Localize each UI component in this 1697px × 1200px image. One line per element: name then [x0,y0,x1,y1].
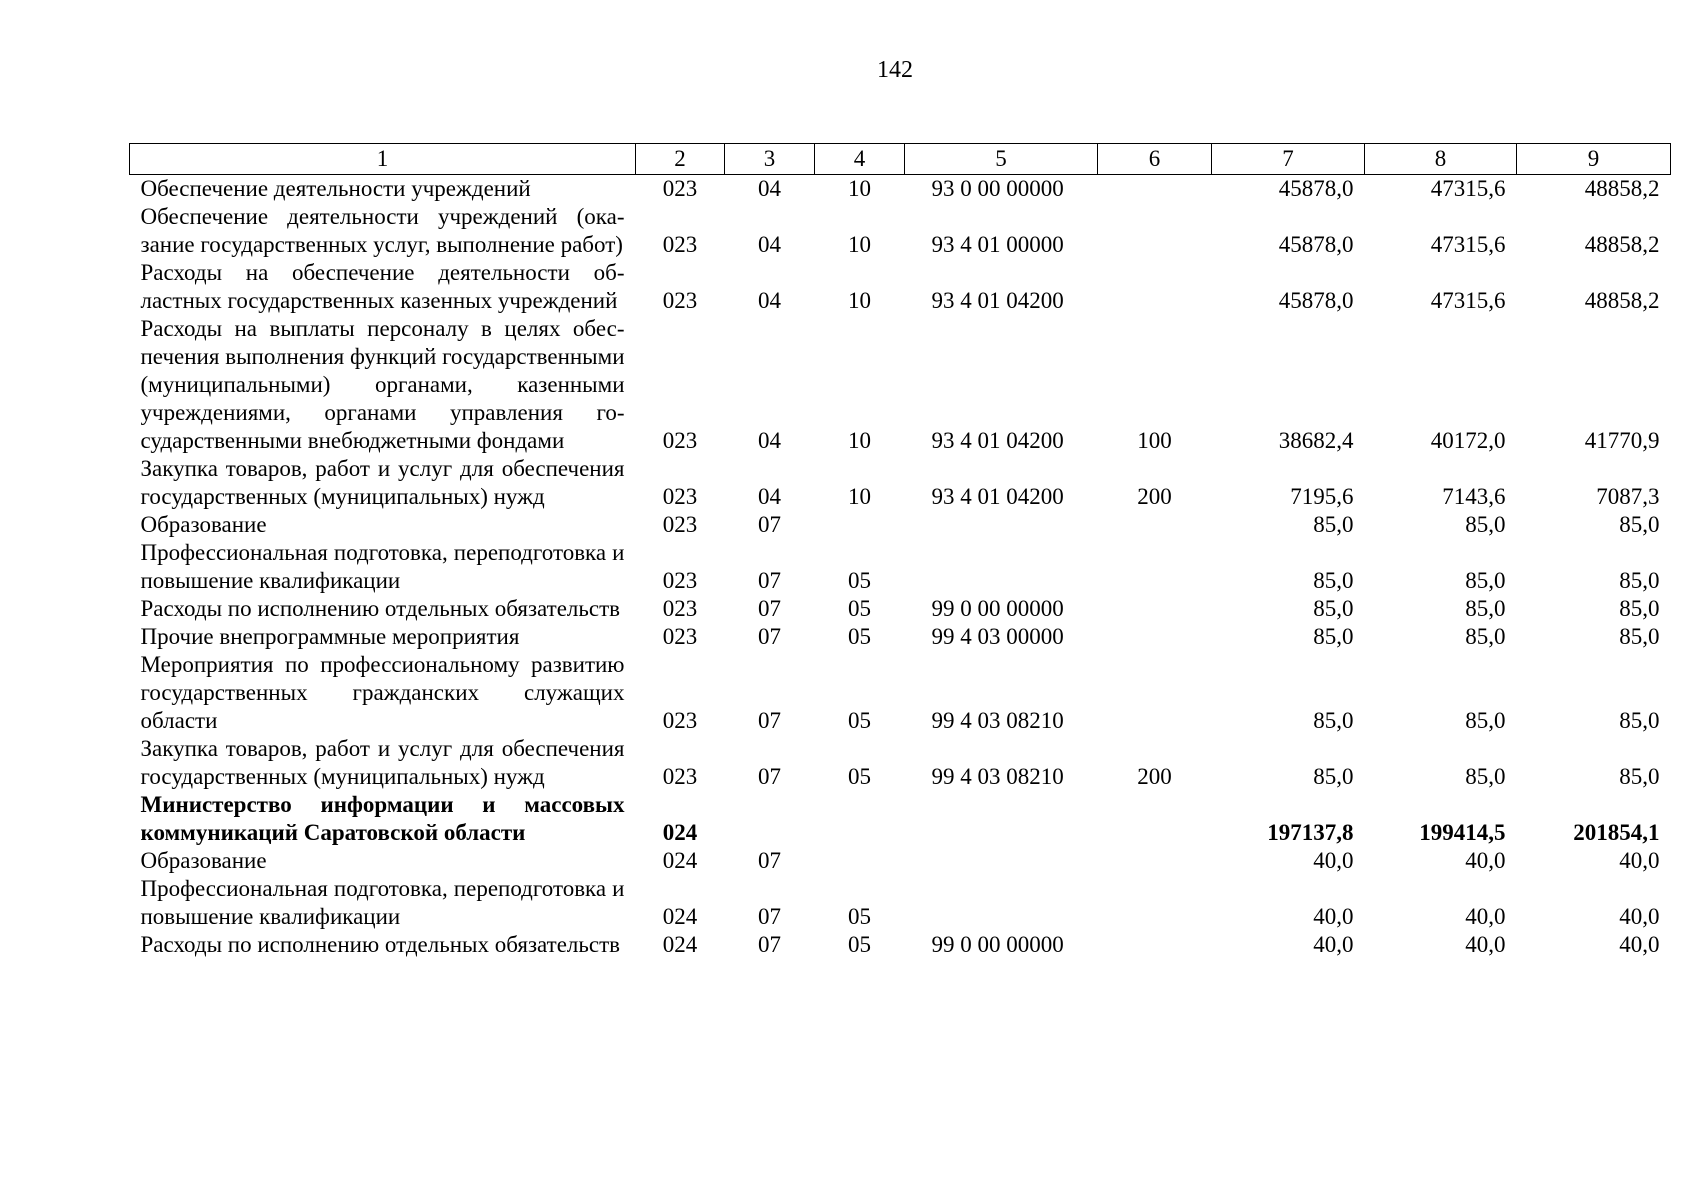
row-code-3: 07 [758,512,781,537]
row-code-4: 10 [848,176,871,201]
table-row [130,651,1671,735]
row-name: Образование [140,848,267,873]
row-code-2: 023 [662,512,698,537]
row-value-9: 48858,2 [1584,176,1660,201]
row-value-7: 7195,6 [1290,484,1354,509]
row-value-8: 40172,0 [1430,428,1506,453]
row-code-4 [815,791,905,847]
row-code-4: 10 [848,288,871,313]
page-number: 142 [877,57,913,83]
row-value-8: 40,0 [1465,848,1506,873]
column-header-5: 5 [905,144,1098,175]
row-name: Расходы по исполнению отдельных обязательств [140,932,620,957]
row-code-3: 04 [758,288,781,313]
row-code-3: 07 [758,568,781,593]
row-code-5 [905,791,1098,847]
row-code-3: 04 [758,484,781,509]
row-code-6: 200 [1137,484,1172,509]
row-value-7: 85,0 [1313,512,1354,537]
row-code-6 [1098,651,1212,735]
row-name: Образование [140,512,267,537]
row-code-4: 05 [848,932,871,957]
row-value-9: 85,0 [1619,708,1660,733]
row-name: Расходы по исполнению отдельных обязательств [140,596,620,621]
row-name: Расходы на выплаты персоналу в целях обеспечения выполнения функций государственными (муниципальными) органами, казенными учреждениями, органами управления государственными внебюджетными фондами [140,316,625,453]
row-code-5 [905,539,1098,595]
row-code-3: 07 [758,904,781,929]
row-code-6 [1098,623,1212,651]
table-row [130,847,1671,875]
row-code-5: 93 4 01 04200 [931,288,1064,313]
row-name: Закупка товаров, работ и услуг для обеспечения государственных (муниципальных) нужд [140,456,625,509]
row-code-6 [1098,791,1212,847]
row-code-2: 023 [662,428,698,453]
row-code-2: 024 [662,820,698,845]
row-code-6 [1098,931,1212,959]
row-value-7: 85,0 [1313,708,1354,733]
row-value-8: 40,0 [1465,904,1506,929]
row-value-9: 85,0 [1619,568,1660,593]
row-name: Министерство информации и массовых коммуникаций Саратовской области [140,792,625,845]
row-code-6 [1098,847,1212,875]
row-code-3: 07 [758,848,781,873]
table-row [130,875,1671,931]
row-value-8: 85,0 [1465,596,1506,621]
table-row [130,791,1671,847]
row-value-8: 40,0 [1465,932,1506,957]
row-code-2: 023 [662,764,698,789]
row-code-4: 05 [848,904,871,929]
row-code-2: 023 [662,624,698,649]
table-row [130,175,1671,204]
row-code-3: 04 [758,176,781,201]
row-value-9: 85,0 [1619,512,1660,537]
row-code-2: 023 [662,232,698,257]
row-code-4: 05 [848,708,871,733]
table-header [130,144,1671,175]
row-value-8: 47315,6 [1430,176,1506,201]
row-code-5: 93 4 01 04200 [931,484,1064,509]
row-code-5 [905,847,1098,875]
row-name: Профессиональная подготовка, переподготовка и повышение квалификации [140,540,625,593]
row-code-2: 023 [662,176,698,201]
row-value-7: 40,0 [1313,932,1354,957]
header-row [130,144,1671,175]
row-value-7: 38682,4 [1278,428,1354,453]
row-value-7: 45878,0 [1278,176,1354,201]
row-code-3: 04 [758,232,781,257]
column-header-3: 3 [725,144,815,175]
row-code-2: 023 [662,484,698,509]
table-row [130,623,1671,651]
row-name: Расходы на обеспечение деятельности областных государственных казенных учреждений [140,260,625,313]
row-code-4: 05 [848,568,871,593]
row-value-8: 85,0 [1465,764,1506,789]
row-code-6: 200 [1137,764,1172,789]
column-header-1: 1 [130,144,636,175]
row-code-4: 05 [848,596,871,621]
row-code-4 [815,847,905,875]
column-header-7: 7 [1212,144,1365,175]
row-code-4 [815,511,905,539]
row-code-2: 024 [662,932,698,957]
row-code-4: 10 [848,428,871,453]
row-name: Прочие внепрограммные мероприятия [140,624,520,649]
table-row [130,455,1671,511]
column-header-2: 2 [636,144,725,175]
row-code-3: 04 [758,428,781,453]
row-code-6 [1098,175,1212,204]
column-header-4: 4 [815,144,905,175]
table-row [130,259,1671,315]
row-value-9: 48858,2 [1584,232,1660,257]
row-value-8: 47315,6 [1430,288,1506,313]
row-value-8: 47315,6 [1430,232,1506,257]
row-code-6 [1098,511,1212,539]
row-name: Мероприятия по профессиональному развитию государственных гражданских служащих области [140,652,625,733]
row-value-7: 85,0 [1313,568,1354,593]
row-value-7: 85,0 [1313,596,1354,621]
row-code-6 [1098,259,1212,315]
row-code-5: 99 4 03 00000 [931,624,1064,649]
row-code-5: 99 0 00 00000 [931,932,1064,957]
row-code-3: 07 [758,596,781,621]
row-name: Профессиональная подготовка, переподготовка и повышение квалификации [140,876,625,929]
row-value-7: 85,0 [1313,624,1354,649]
row-code-2: 023 [662,708,698,733]
row-code-5: 99 4 03 08210 [931,708,1064,733]
column-header-9: 9 [1517,144,1671,175]
table-row [130,735,1671,791]
row-name: Обеспечение деятельности учреждений [140,176,531,201]
table-row [130,595,1671,623]
table-row [130,511,1671,539]
row-value-9: 40,0 [1619,904,1660,929]
budget-table [129,143,1671,959]
table-row [130,931,1671,959]
row-value-8: 7143,6 [1442,484,1506,509]
row-code-6: 100 [1137,428,1172,453]
row-code-4: 10 [848,484,871,509]
row-code-2: 023 [662,596,698,621]
row-code-3 [725,791,815,847]
row-name: Обеспечение деятельности учреждений (оказание государственных услуг, выполнение работ) [140,204,625,257]
row-code-5: 99 0 00 00000 [931,596,1064,621]
row-value-9: 48858,2 [1584,288,1660,313]
row-code-5 [905,511,1098,539]
row-code-6 [1098,875,1212,931]
row-value-8: 199414,5 [1419,820,1506,845]
row-code-5: 93 0 00 00000 [931,176,1064,201]
row-value-9: 40,0 [1619,932,1660,957]
row-value-8: 85,0 [1465,512,1506,537]
row-value-9: 41770,9 [1584,428,1660,453]
row-value-9: 85,0 [1619,624,1660,649]
row-code-3: 07 [758,932,781,957]
row-value-8: 85,0 [1465,708,1506,733]
row-code-6 [1098,595,1212,623]
row-value-8: 85,0 [1465,624,1506,649]
row-code-2: 023 [662,568,698,593]
row-code-5: 93 4 01 04200 [931,428,1064,453]
row-value-9: 85,0 [1619,764,1660,789]
row-code-2: 024 [662,904,698,929]
row-value-9: 7087,3 [1596,484,1660,509]
row-name: Закупка товаров, работ и услуг для обеспечения государственных (муниципальных) нужд [140,736,625,789]
table-row [130,539,1671,595]
table-body [130,175,1671,960]
row-code-6 [1098,539,1212,595]
column-header-6: 6 [1098,144,1212,175]
row-value-7: 45878,0 [1278,232,1354,257]
row-value-7: 45878,0 [1278,288,1354,313]
row-value-9: 85,0 [1619,596,1660,621]
row-code-2: 023 [662,288,698,313]
row-code-3: 07 [758,708,781,733]
row-code-4: 10 [848,232,871,257]
row-value-8: 85,0 [1465,568,1506,593]
row-value-7: 197137,8 [1267,820,1354,845]
column-header-8: 8 [1365,144,1517,175]
row-value-7: 85,0 [1313,764,1354,789]
row-value-7: 40,0 [1313,904,1354,929]
row-code-5: 93 4 01 00000 [931,232,1064,257]
row-code-6 [1098,203,1212,259]
row-value-7: 40,0 [1313,848,1354,873]
row-code-4: 05 [848,764,871,789]
row-value-9: 40,0 [1619,848,1660,873]
row-code-3: 07 [758,764,781,789]
table-row [130,315,1671,455]
row-code-2: 024 [662,848,698,873]
row-code-4: 05 [848,624,871,649]
row-code-5: 99 4 03 08210 [931,764,1064,789]
row-code-3: 07 [758,624,781,649]
table-row [130,203,1671,259]
row-value-9: 201854,1 [1573,820,1660,845]
row-code-5 [905,875,1098,931]
